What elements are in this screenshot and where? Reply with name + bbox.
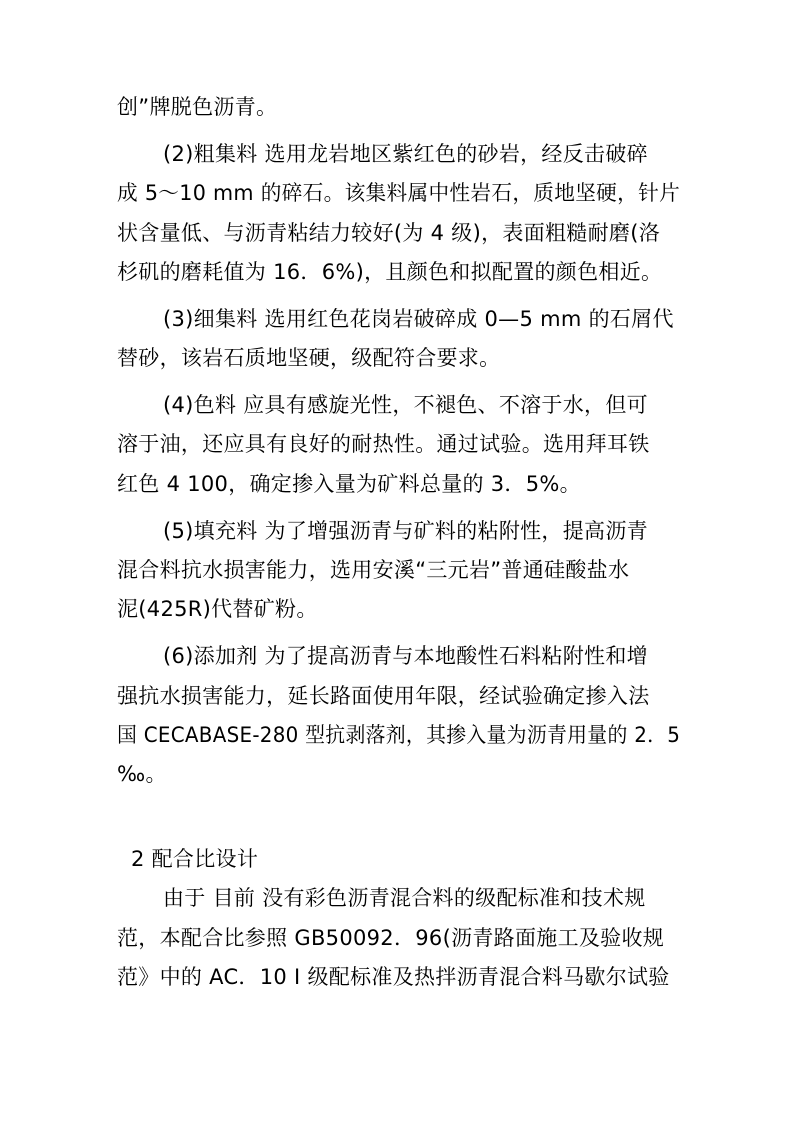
additive-line-1: (6)添加剂 为了提高沥青与本地酸性石料粘附性和增 <box>163 644 648 668</box>
additive-line-4: ‰。 <box>117 762 167 786</box>
pigment-line-1: (4)色料 应具有感旋光性，不褪色、不溶于水，但可 <box>163 393 648 417</box>
pigment-line-2: 溶于油，还应具有良好的耐热性。通过试验。选用拜耳铁 <box>117 432 650 456</box>
coarse-aggregate-line-2: 成 5～10 mm 的碎石。该集料属中性岩石，质地坚硬，针片 <box>117 181 681 205</box>
mix-design-line-1: 由于 目前 没有彩色沥青混合料的级配标准和技术规 <box>163 886 646 910</box>
filler-line-3: 泥(425R)代替矿粉。 <box>117 597 318 621</box>
coarse-aggregate-line-4: 杉矶的磨耗值为 16．6%)，且颜色和拟配置的颜色相近。 <box>117 260 663 284</box>
filler-line-1: (5)填充料 为了增强沥青与矿料的粘附性，提高沥青 <box>163 519 648 543</box>
coarse-aggregate-line-3: 状含量低、与沥青粘结力较好(为 4 级)，表面粗糙耐磨(洛 <box>117 221 660 245</box>
additive-line-3: 国 CECABASE-280 型抗剥落剂，其掺入量为沥青用量的 2．5 <box>117 723 681 747</box>
pigment-line-3: 红色 4 100，确定掺入量为矿料总量的 3．5%。 <box>117 472 581 496</box>
mix-design-line-2: 范，本配合比参照 GB50092．96(沥青路面施工及验收规 <box>117 926 665 950</box>
paragraph-continuation-line: 创”牌脱色沥青。 <box>117 95 278 119</box>
filler-line-2: 混合料抗水损害能力，选用安溪“三元岩”普通硅酸盐水 <box>117 558 630 582</box>
mix-design-line-3: 范》中的 AC．10 I 级配标准及热拌沥青混合料马歇尔试验 <box>117 965 670 989</box>
additive-line-2: 强抗水损害能力，延长路面使用年限，经试验确定掺入法 <box>117 684 650 708</box>
section-heading: 2 配合比设计 <box>131 847 259 871</box>
coarse-aggregate-line-1: (2)粗集料 选用龙岩地区紫红色的砂岩，经反击破碎 <box>163 142 648 166</box>
fine-aggregate-line-1: (3)细集料 选用红色花岗岩破碎成 0—5 mm 的石屑代 <box>163 307 674 331</box>
fine-aggregate-line-2: 替砂，该岩石质地坚硬，级配符合要求。 <box>117 346 501 370</box>
